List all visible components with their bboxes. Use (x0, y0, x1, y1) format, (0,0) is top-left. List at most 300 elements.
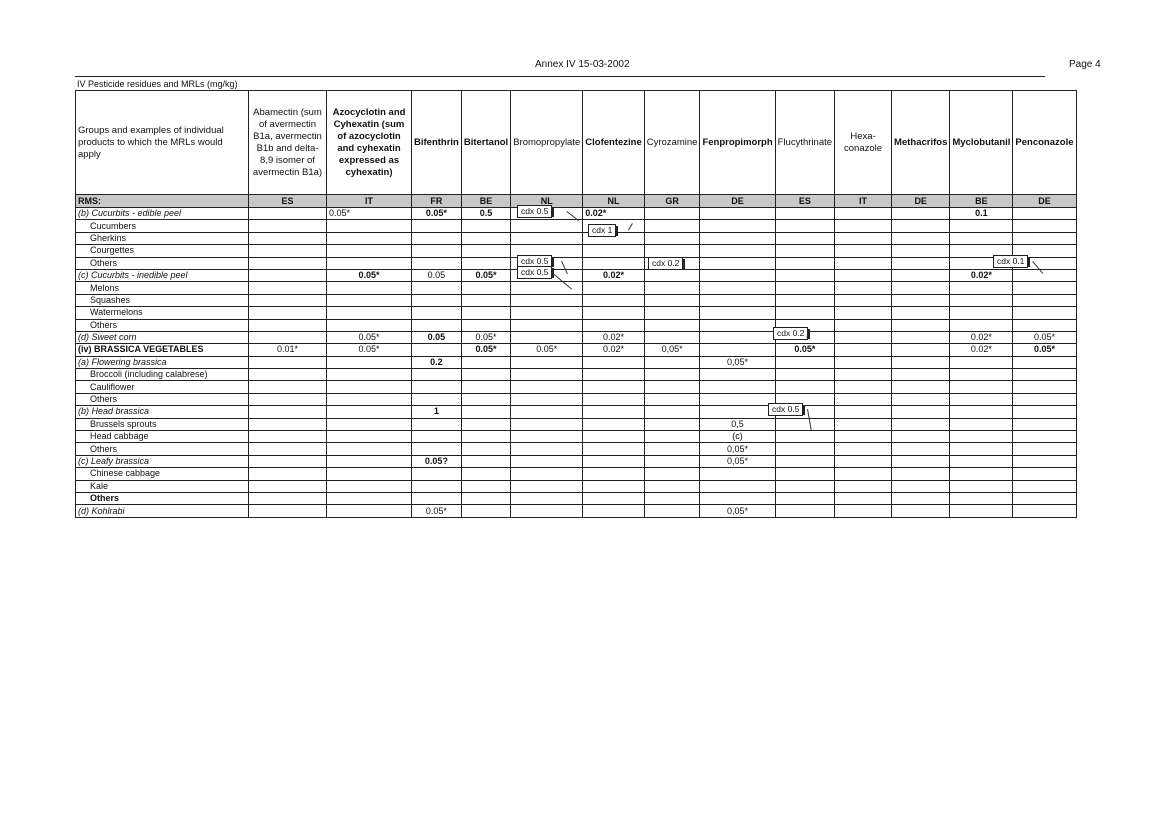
table-cell (892, 319, 950, 331)
table-cell (1013, 208, 1076, 220)
table-cell (511, 431, 583, 443)
table-cell (583, 369, 644, 381)
table-row (76, 232, 1077, 244)
row-label: (a) Flowering brassica (76, 356, 249, 368)
table-cell (249, 282, 327, 294)
table-cell (249, 492, 327, 504)
table-cell (583, 307, 644, 319)
table-cell (1013, 294, 1076, 306)
table-cell: 0.2 (412, 356, 462, 368)
table-cell (700, 492, 775, 504)
table-cell (775, 282, 834, 294)
cdx-bromopropylate-edible: cdx 0.5 (517, 205, 552, 218)
row-label: Watermelons (76, 307, 249, 319)
column-header-row (76, 91, 1077, 195)
table-cell (249, 406, 327, 418)
table-cell (892, 331, 950, 343)
table-cell (327, 418, 412, 430)
table-cell (644, 393, 700, 405)
table-cell (644, 455, 700, 467)
table-cell: 0.05* (461, 344, 510, 356)
table-cell (511, 220, 583, 232)
table-cell (461, 282, 510, 294)
table-cell (583, 245, 644, 257)
table-cell (950, 381, 1013, 393)
table-cell (950, 232, 1013, 244)
table-cell (700, 232, 775, 244)
row-label: Head cabbage (76, 431, 249, 443)
header-rule (75, 76, 1045, 77)
table-cell (412, 381, 462, 393)
row-label: Cucumbers (76, 220, 249, 232)
table-cell (249, 369, 327, 381)
table-cell (892, 418, 950, 430)
table-cell (700, 344, 775, 356)
table-cell: 0,05* (700, 455, 775, 467)
cdx-bromopropylate-inedible: cdx 0.5 (517, 266, 552, 279)
table-row (76, 406, 1077, 418)
table-cell (583, 455, 644, 467)
table-cell (644, 245, 700, 257)
header-col-11: Methacrifos (892, 91, 950, 195)
table-cell (835, 393, 892, 405)
table-cell (249, 381, 327, 393)
table-cell (1013, 282, 1076, 294)
table-cell (950, 431, 1013, 443)
table-cell: 0.05* (412, 208, 462, 220)
table-cell (412, 257, 462, 269)
table-cell (412, 319, 462, 331)
table-cell: 0.05? (412, 455, 462, 467)
table-cell (835, 282, 892, 294)
table-cell (775, 208, 834, 220)
table-cell (1013, 269, 1076, 281)
table-cell (700, 208, 775, 220)
table-cell (461, 220, 510, 232)
table-cell (775, 232, 834, 244)
cdx-cyrozamine-others: cdx 0.2 (648, 257, 683, 270)
table-cell: 0.5 (461, 208, 510, 220)
table-cell (835, 307, 892, 319)
table-cell (700, 369, 775, 381)
table-cell (461, 245, 510, 257)
table-cell (511, 331, 583, 343)
table-row (76, 393, 1077, 405)
table-cell (835, 455, 892, 467)
table-cell (892, 269, 950, 281)
table-cell (461, 356, 510, 368)
row-label: (b) Cucurbits - edible peel (76, 208, 249, 220)
table-cell (511, 480, 583, 492)
rms-cell: NL (511, 195, 583, 208)
table-cell (644, 369, 700, 381)
table-cell (461, 232, 510, 244)
table-cell (950, 406, 1013, 418)
table-cell (412, 245, 462, 257)
row-label: Squashes (76, 294, 249, 306)
table-row (76, 431, 1077, 443)
table-cell (950, 356, 1013, 368)
table-cell (700, 269, 775, 281)
cdx-flucythrinate-head: cdx 0.5 (768, 403, 803, 416)
table-cell (327, 232, 412, 244)
table-cell (950, 480, 1013, 492)
table-cell (327, 319, 412, 331)
table-cell (644, 418, 700, 430)
table-cell (644, 319, 700, 331)
table-cell (950, 319, 1013, 331)
header-groups: Groups and examples of individual products to which the MRLs would apply (76, 91, 249, 195)
table-cell (249, 307, 327, 319)
table-cell (583, 381, 644, 393)
header-col-5: Bromopropylate (511, 91, 583, 195)
table-cell (700, 393, 775, 405)
rms-cell: DE (1013, 195, 1076, 208)
table-cell: 0.05* (1013, 344, 1076, 356)
table-cell (835, 331, 892, 343)
row-label: Brussels sprouts (76, 418, 249, 430)
table-cell (412, 492, 462, 504)
table-cell (950, 468, 1013, 480)
table-cell: (c) (700, 431, 775, 443)
table-cell (950, 294, 1013, 306)
mrl-table (75, 90, 1077, 518)
table-cell (892, 307, 950, 319)
table-cell (775, 381, 834, 393)
table-cell (511, 319, 583, 331)
table-cell (892, 344, 950, 356)
table-cell (511, 381, 583, 393)
row-label: Others (76, 492, 249, 504)
table-cell (511, 232, 583, 244)
table-cell (892, 406, 950, 418)
row-label: (d) Kohlrabi (76, 505, 249, 517)
rms-cell: ES (249, 195, 327, 208)
table-cell (327, 356, 412, 368)
table-cell (775, 220, 834, 232)
table-cell (461, 492, 510, 504)
table-cell (327, 492, 412, 504)
table-cell (249, 356, 327, 368)
table-cell (644, 406, 700, 418)
table-cell (1013, 505, 1076, 517)
header-col-9: Flucythrinate (775, 91, 834, 195)
table-cell (700, 319, 775, 331)
table-cell (461, 369, 510, 381)
table-cell: 0.05* (327, 344, 412, 356)
table-cell (775, 418, 834, 430)
table-row (76, 443, 1077, 455)
table-cell (892, 282, 950, 294)
table-cell (583, 282, 644, 294)
page-number: Page 4 (1069, 59, 1101, 70)
table-cell (412, 307, 462, 319)
table-cell (583, 294, 644, 306)
table-cell: 0.02* (950, 344, 1013, 356)
table-cell (249, 208, 327, 220)
table-cell (892, 505, 950, 517)
table-cell (249, 393, 327, 405)
table-cell (835, 505, 892, 517)
table-cell (412, 369, 462, 381)
table-cell (892, 356, 950, 368)
rms-cell: ES (775, 195, 834, 208)
table-cell (835, 406, 892, 418)
table-cell (583, 406, 644, 418)
table-cell (644, 492, 700, 504)
table-cell (775, 356, 834, 368)
table-row (76, 369, 1077, 381)
table-cell (461, 468, 510, 480)
table-cell: 1 (412, 406, 462, 418)
table-cell (835, 269, 892, 281)
table-cell (1013, 455, 1076, 467)
table-cell (583, 257, 644, 269)
table-cell (583, 431, 644, 443)
table-cell (775, 294, 834, 306)
table-cell (511, 356, 583, 368)
rms-cell: BE (461, 195, 510, 208)
row-label: Broccoli (including calabrese) (76, 369, 249, 381)
table-cell (327, 257, 412, 269)
table-cell (1013, 319, 1076, 331)
table-cell (892, 381, 950, 393)
table-cell (327, 393, 412, 405)
table-cell (412, 393, 462, 405)
table-cell (461, 505, 510, 517)
table-cell (835, 443, 892, 455)
table-cell (700, 282, 775, 294)
table-cell (644, 307, 700, 319)
table-cell (775, 492, 834, 504)
table-cell (700, 307, 775, 319)
table-cell (835, 208, 892, 220)
table-cell (644, 443, 700, 455)
rms-cell: GR (644, 195, 700, 208)
table-cell (775, 269, 834, 281)
table-cell (892, 431, 950, 443)
table-row (76, 220, 1077, 232)
rms-cell: NL (583, 195, 644, 208)
table-row (76, 294, 1077, 306)
table-cell (511, 443, 583, 455)
table-cell (511, 294, 583, 306)
row-label: Melons (76, 282, 249, 294)
table-cell (835, 369, 892, 381)
table-cell: 0.05* (327, 331, 412, 343)
table-cell (583, 480, 644, 492)
table-cell (892, 208, 950, 220)
table-cell (892, 257, 950, 269)
row-label: Courgettes (76, 245, 249, 257)
table-cell (412, 418, 462, 430)
cdx-flucythrinate-sweetcorn: cdx 0.2 (773, 327, 808, 340)
table-cell (412, 220, 462, 232)
row-label: (d) Sweet corn (76, 331, 249, 343)
table-cell (511, 505, 583, 517)
cdx-bromopropylate-others: cdx 0.5 (517, 255, 552, 268)
table-cell (700, 331, 775, 343)
row-label: Others (76, 393, 249, 405)
table-cell (775, 307, 834, 319)
table-cell (644, 468, 700, 480)
table-row (76, 356, 1077, 368)
table-cell (892, 220, 950, 232)
table-cell (327, 431, 412, 443)
table-cell (835, 232, 892, 244)
row-label: (c) Leafy brassica (76, 455, 249, 467)
table-cell (644, 356, 700, 368)
table-cell (583, 492, 644, 504)
table-cell (461, 406, 510, 418)
header-col-7: Cyrozamine (644, 91, 700, 195)
table-cell (835, 220, 892, 232)
table-cell: 0.01* (249, 344, 327, 356)
header-col-1: Abamectin (sum of avermectin B1a, avermectin B1b and delta-8,9 isomer of avermectin B1a) (249, 91, 327, 195)
table-cell (775, 443, 834, 455)
rms-row (76, 195, 1077, 208)
table-cell (950, 505, 1013, 517)
table-cell (892, 480, 950, 492)
table-cell: 0.05* (327, 269, 412, 281)
table-cell (461, 294, 510, 306)
table-cell: 0.05 (412, 331, 462, 343)
table-cell (835, 356, 892, 368)
table-cell: 0.02* (583, 344, 644, 356)
table-cell (950, 492, 1013, 504)
header-col-13: Penconazole (1013, 91, 1076, 195)
table-cell (950, 307, 1013, 319)
table-cell (249, 245, 327, 257)
table-cell: 0,05* (700, 356, 775, 368)
table-cell: 0,05* (700, 443, 775, 455)
table-cell (644, 208, 700, 220)
rms-label: RMS: (76, 195, 249, 208)
table-cell: 0.05* (327, 208, 412, 220)
table-cell (511, 406, 583, 418)
table-cell (835, 480, 892, 492)
table-cell (700, 406, 775, 418)
rms-cell: FR (412, 195, 462, 208)
table-cell (892, 245, 950, 257)
table-cell (412, 232, 462, 244)
header-col-10: Hexa-conazole (835, 91, 892, 195)
table-cell: 0.02* (583, 208, 644, 220)
table-cell (644, 232, 700, 244)
table-row (76, 319, 1077, 331)
table-cell (835, 431, 892, 443)
table-cell (644, 331, 700, 343)
table-cell (327, 480, 412, 492)
row-label: (c) Cucurbits - inedible peel (76, 269, 249, 281)
table-cell: 0.05* (511, 344, 583, 356)
table-cell (461, 257, 510, 269)
table-cell: 0.02* (583, 331, 644, 343)
table-cell (461, 381, 510, 393)
table-cell (835, 418, 892, 430)
table-cell: 0.1 (950, 208, 1013, 220)
table-cell (327, 220, 412, 232)
table-cell (775, 455, 834, 467)
table-cell (327, 294, 412, 306)
table-cell (892, 393, 950, 405)
table-cell (775, 257, 834, 269)
table-cell (775, 480, 834, 492)
table-cell (700, 220, 775, 232)
table-cell (327, 245, 412, 257)
table-cell (950, 443, 1013, 455)
table-cell (644, 505, 700, 517)
table-cell (892, 468, 950, 480)
table-cell (1013, 307, 1076, 319)
table-cell (644, 269, 700, 281)
table-cell (1013, 220, 1076, 232)
table-row (76, 245, 1077, 257)
table-cell (775, 369, 834, 381)
rms-cell: DE (892, 195, 950, 208)
table-cell (700, 245, 775, 257)
table-row (76, 505, 1077, 517)
table-row (76, 269, 1077, 281)
table-row (76, 307, 1077, 319)
table-cell (327, 381, 412, 393)
table-cell (700, 381, 775, 393)
table-cell (1013, 406, 1076, 418)
table-cell (249, 418, 327, 430)
table-cell (327, 369, 412, 381)
table-cell: 0.05* (775, 344, 834, 356)
table-row (76, 492, 1077, 504)
table-cell (249, 232, 327, 244)
table-cell (644, 294, 700, 306)
header-col-8: Fenpropimorph (700, 91, 775, 195)
row-label: Kale (76, 480, 249, 492)
table-row (76, 468, 1077, 480)
table-cell (412, 344, 462, 356)
table-cell (412, 294, 462, 306)
row-label: (iv) BRASSICA VEGETABLES (76, 344, 249, 356)
table-cell (644, 381, 700, 393)
cdx-penconazole-others: cdx 0.1 (993, 255, 1028, 268)
table-cell (950, 418, 1013, 430)
table-cell (775, 468, 834, 480)
table-cell (1013, 418, 1076, 430)
table-cell (461, 455, 510, 467)
table-cell (583, 393, 644, 405)
table-cell (1013, 393, 1076, 405)
rms-cell: IT (835, 195, 892, 208)
table-cell (775, 245, 834, 257)
table-cell (700, 480, 775, 492)
table-cell (892, 232, 950, 244)
table-cell (835, 294, 892, 306)
row-label: (b) Head brassica (76, 406, 249, 418)
table-cell (249, 443, 327, 455)
row-label: Gherkins (76, 232, 249, 244)
table-cell (644, 431, 700, 443)
table-cell (700, 468, 775, 480)
table-cell (950, 220, 1013, 232)
table-cell (835, 381, 892, 393)
table-cell (1013, 356, 1076, 368)
section-title: IV Pesticide residues and MRLs (mg/kg) (77, 79, 238, 89)
table-cell (412, 468, 462, 480)
row-label: Others (76, 257, 249, 269)
table-cell (461, 418, 510, 430)
table-cell (1013, 431, 1076, 443)
header-col-4: Bitertanol (461, 91, 510, 195)
table-cell (835, 319, 892, 331)
